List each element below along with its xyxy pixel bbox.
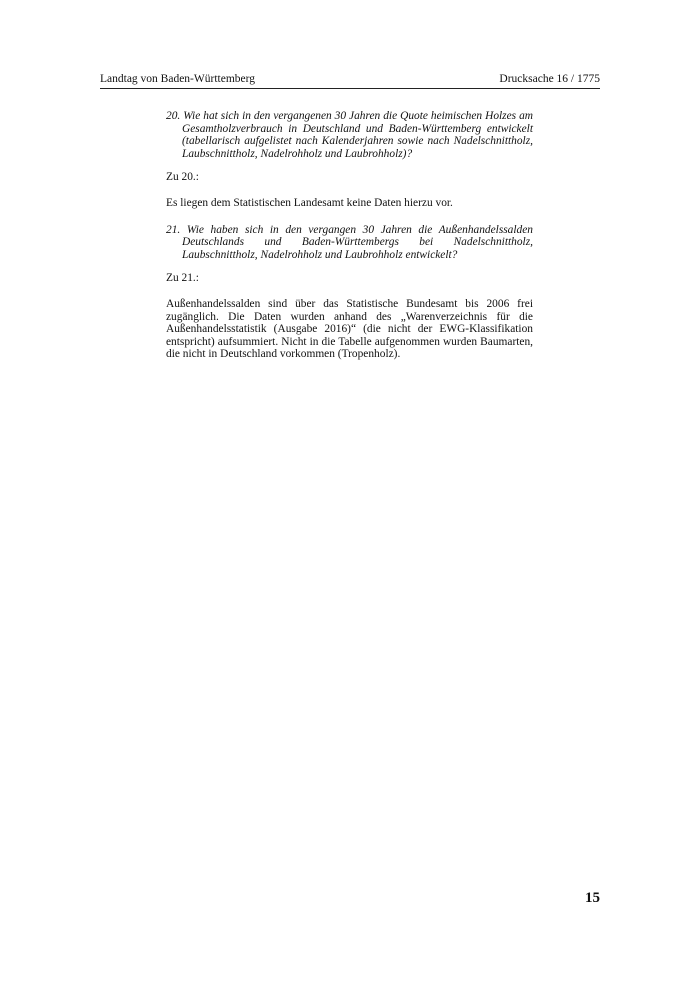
header-document-number: Drucksache 16 / 1775 [499,73,600,85]
question-21: 21. Wie haben sich in den vergangen 30 Jahren die Außenhandelssalden Deutschlands und Baden-Württembergs bei Nadelschnittholz, Laubschnittholz, Nadelrohholz und Laubrohholz entwickelt? [166,223,533,261]
document-body [166,110,533,361]
answer-21-text: Außenhandelssalden sind über das Statistische Bundesamt bis 2006 frei zugänglich. Die Daten wurden anhand des „Warenverzeichnis für die Außenhandelsstatistik (Ausgabe 2016)“ (die nicht der EWG-Klassifikation entspricht) aufsummiert. Nicht in die Tabelle aufgenommen wurden Baumarten, die nicht in Deutschland vorkommen (Tropenholz). [166,297,533,361]
page-header [100,73,600,89]
answer-21-heading: Zu 21.: [166,272,199,285]
answer-20-heading: Zu 20.: [166,171,199,184]
answer-20-text: Es liegen dem Statistischen Landesamt keine Daten hierzu vor. [166,196,453,209]
page-number: 15 [585,890,600,906]
question-20: 20. Wie hat sich in den vergangenen 30 Jahren die Quote heimischen Holzes am Gesamtholzverbrauch in Deutschland und Baden-Württemberg entwickelt (tabellarisch aufgelistet nach Kalenderjahren sowie nach Nadelschnittholz, Laubschnittholz, Nadelrohholz und Laubrohholz)? [166,110,533,160]
header-left-title: Landtag von Baden-Württemberg [100,73,255,85]
